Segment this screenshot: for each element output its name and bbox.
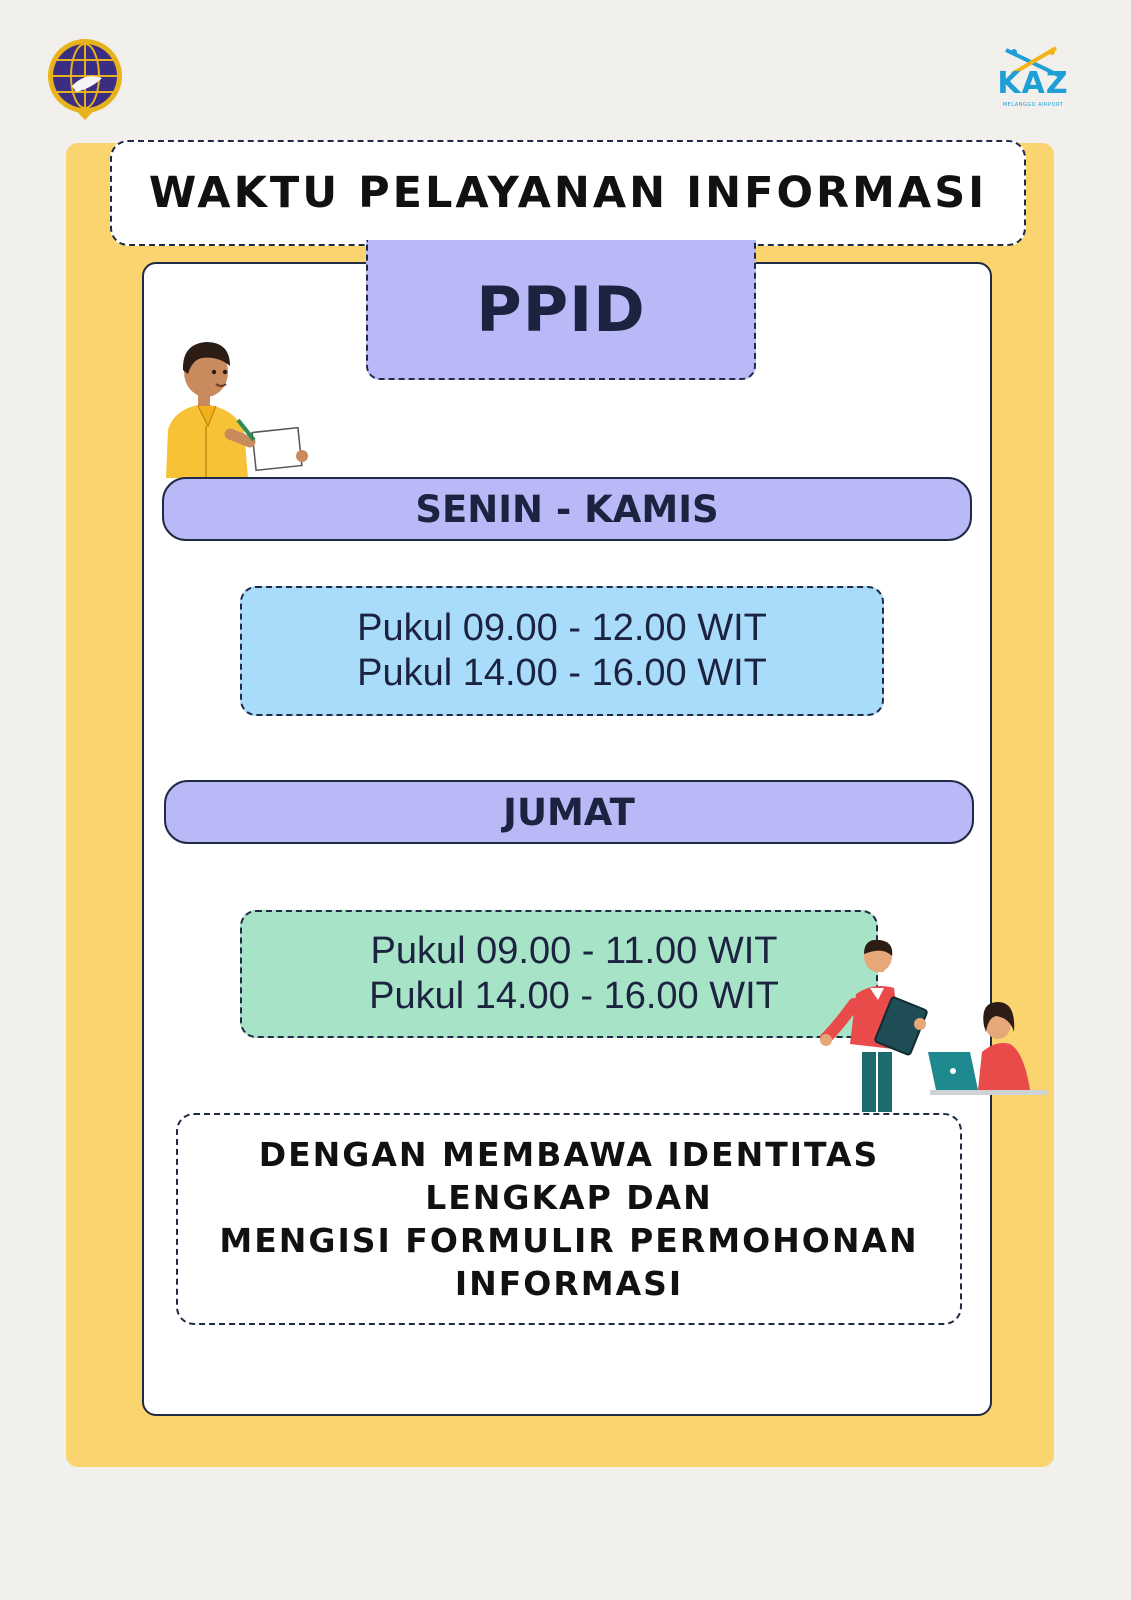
note-line: DENGAN MEMBAWA IDENTITAS [258, 1135, 880, 1174]
kaz-logo-text: KAZ [997, 66, 1069, 101]
page-title: WAKTU PELAYANAN INFORMASI [148, 168, 988, 218]
day-label-senin-kamis: SENIN - KAMIS [162, 477, 972, 541]
time-box-jumat [240, 910, 878, 1038]
time-slot: Pukul 09.00 - 11.00 WIT [370, 930, 778, 972]
title-box [110, 140, 1026, 246]
note-line: LENGKAP DAN [425, 1178, 713, 1217]
kaz-airport-logo [992, 44, 1074, 118]
note-line: INFORMASI [454, 1264, 684, 1303]
time-box-senin-kamis [240, 586, 884, 716]
time-slot: Pukul 09.00 - 12.00 WIT [357, 607, 767, 649]
ppid-box [366, 240, 756, 380]
time-slot: Pukul 14.00 - 16.00 WIT [357, 652, 767, 694]
ppid-label: PPID [476, 272, 646, 346]
time-slot: Pukul 14.00 - 16.00 WIT [369, 975, 779, 1017]
kaz-logo-subtitle: MELANGGO AIRPORT [1002, 102, 1064, 108]
note-line: MENGISI FORMULIR PERMOHONAN [219, 1221, 919, 1260]
man-writing-illustration [158, 330, 313, 478]
day-label-jumat: JUMAT [164, 780, 974, 844]
requirement-note [176, 1113, 962, 1325]
ministry-logo [46, 36, 124, 122]
office-workers-illustration [820, 940, 1050, 1112]
